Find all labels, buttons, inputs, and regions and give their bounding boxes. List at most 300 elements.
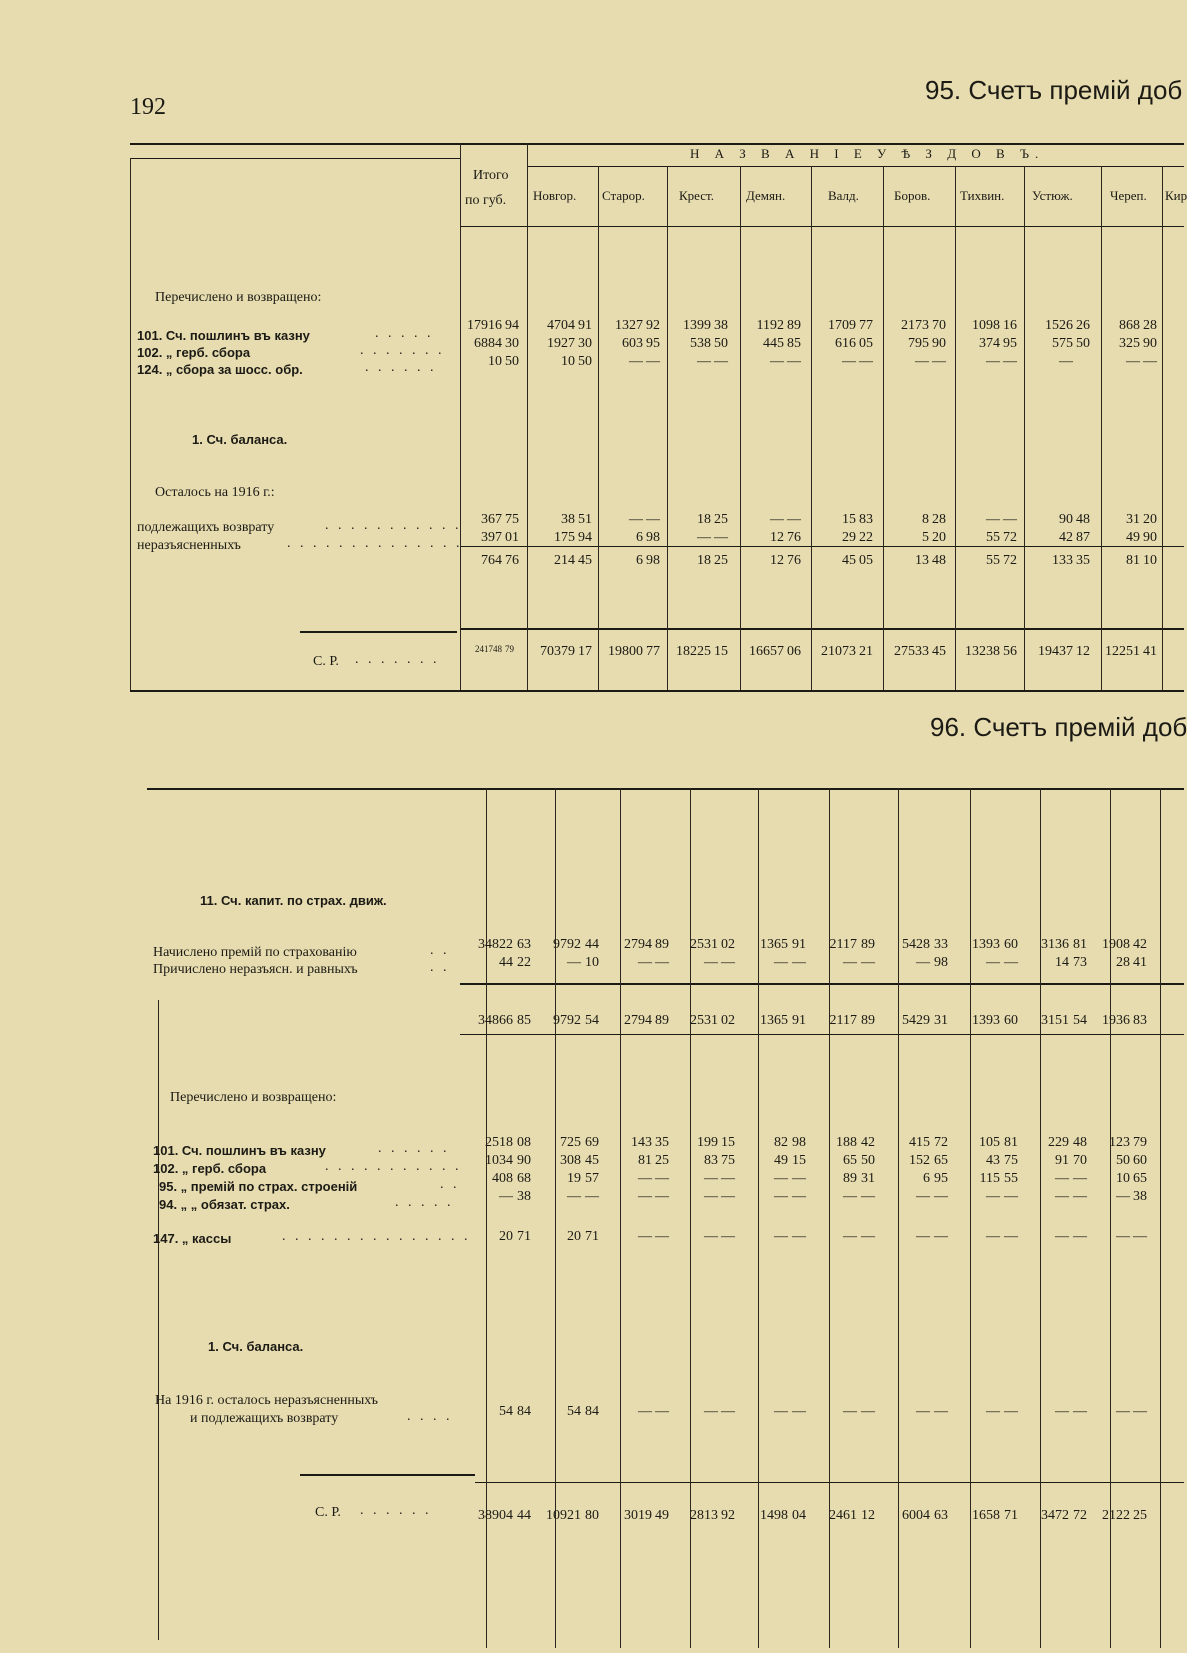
value-rubles: 9792	[553, 937, 581, 952]
value-kopecks: 15	[792, 1153, 806, 1168]
value-rubles: 1498	[760, 1508, 788, 1523]
top-table-rule	[300, 631, 457, 633]
bottom-row-na1916	[0, 1404, 1184, 1421]
top-row-r101	[0, 318, 1184, 335]
top-table-rule	[1162, 166, 1163, 690]
value-kopecks: 68	[517, 1171, 531, 1186]
value-kopecks: —	[792, 1171, 806, 1186]
value-kopecks: —	[721, 1404, 735, 1419]
value-kopecks: —	[934, 1229, 948, 1244]
value-rubles: 9792	[553, 1013, 581, 1028]
value-kopecks: 79	[1133, 1135, 1147, 1150]
value-rubles: 123	[1109, 1135, 1130, 1150]
value-rubles: —	[986, 1404, 1000, 1419]
value-kopecks: 71	[517, 1229, 531, 1244]
value-kopecks: 90	[517, 1153, 531, 1168]
bottom-row-r95	[0, 1171, 1184, 1188]
value-rubles: 83	[704, 1153, 718, 1168]
label-r102: 102. „ герб. сбора	[137, 345, 251, 360]
value-kopecks: 72	[1073, 1508, 1087, 1523]
value-kopecks: 50	[1076, 336, 1090, 351]
value-rubles: —	[916, 1189, 930, 1204]
value-kopecks: —	[721, 1171, 735, 1186]
value-kopecks: 38	[517, 1189, 531, 1204]
top-table-rule	[883, 166, 884, 690]
value-rubles: 54	[567, 1404, 581, 1419]
value-kopecks: 31	[934, 1013, 948, 1028]
value-rubles: —	[774, 1189, 788, 1204]
value-rubles: —	[843, 1189, 857, 1204]
value-kopecks: 95	[934, 1171, 948, 1186]
value-rubles: 55	[986, 553, 1000, 568]
value-rubles: —	[916, 1404, 930, 1419]
value-rubles: 18	[697, 512, 711, 527]
top-row-podl	[0, 512, 1184, 529]
bottom-table-rule	[147, 788, 1184, 790]
value-kopecks: 95	[646, 336, 660, 351]
value-rubles: 6	[636, 530, 643, 545]
value-rubles: 367	[481, 512, 502, 527]
value-kopecks: 50	[861, 1153, 875, 1168]
value-kopecks: 75	[721, 1153, 735, 1168]
value-kopecks: 84	[517, 1404, 531, 1419]
value-rubles: 45	[842, 553, 856, 568]
value-kopecks: 30	[578, 336, 592, 351]
value-kopecks: 48	[1076, 512, 1090, 527]
value-kopecks: 79	[505, 644, 514, 654]
leader-dots: . . . .	[407, 1409, 453, 1424]
label-perech-2: Перечислено и возвращено:	[170, 1090, 337, 1105]
value-rubles: —	[774, 1171, 788, 1186]
value-rubles: —	[770, 354, 784, 369]
label-na1916-b: и подлежащихъ возврату	[190, 1411, 339, 1426]
value-rubles: 241748	[475, 644, 502, 654]
value-kopecks: —	[655, 1229, 669, 1244]
value-rubles: 2461	[829, 1508, 857, 1523]
bottom-row-r147	[0, 1229, 1184, 1246]
value-kopecks: —	[1003, 354, 1017, 369]
value-rubles: 4704	[547, 318, 575, 333]
value-rubles: —	[704, 1171, 718, 1186]
value-rubles: 868	[1119, 318, 1140, 333]
value-rubles: —	[1055, 1189, 1069, 1204]
top-table-rule	[527, 143, 528, 690]
leader-dots: . . . . .	[375, 326, 434, 341]
value-kopecks: 92	[721, 1508, 735, 1523]
value-rubles: 1393	[972, 937, 1000, 952]
top-table-rule	[667, 166, 668, 690]
value-kopecks: 92	[646, 318, 660, 333]
value-rubles: 415	[909, 1135, 930, 1150]
value-kopecks: 89	[655, 937, 669, 952]
value-rubles: 3151	[1041, 1013, 1069, 1028]
value-kopecks: 51	[578, 512, 592, 527]
value-kopecks: 85	[517, 1013, 531, 1028]
value-rubles: —	[986, 955, 1000, 970]
value-rubles: —	[638, 1229, 652, 1244]
value-rubles: —	[986, 354, 1000, 369]
value-rubles: 42	[1059, 530, 1073, 545]
value-rubles: 1658	[972, 1508, 1000, 1523]
bottom-table-rule	[158, 1000, 159, 1640]
value-kopecks: 91	[792, 1013, 806, 1028]
value-rubles: 50	[1116, 1153, 1130, 1168]
value-rubles: 13	[915, 553, 929, 568]
value-kopecks: —	[646, 354, 660, 369]
value-rubles: 764	[481, 553, 502, 568]
label-prich: Причислено неразъясн. и равныхъ	[153, 962, 358, 977]
bottom-table-rule	[300, 1474, 475, 1476]
value-rubles: —	[697, 354, 711, 369]
top-table-rule	[527, 166, 1184, 167]
value-kopecks: 98	[792, 1135, 806, 1150]
value-rubles: 5429	[902, 1013, 930, 1028]
value-kopecks: 22	[859, 530, 873, 545]
value-rubles: 6884	[474, 336, 502, 351]
value-kopecks: 42	[1133, 937, 1147, 952]
value-kopecks: —	[1133, 1404, 1147, 1419]
top-table-rule	[130, 158, 460, 159]
leader-dots: . . . . . . . . . . .	[325, 1159, 462, 1174]
value-rubles: 2122	[1102, 1508, 1130, 1523]
value-kopecks: 35	[1076, 553, 1090, 568]
value-kopecks: 45	[932, 644, 946, 659]
label-nach: Начислено премій по страхованію	[153, 945, 357, 960]
value-rubles: —	[1059, 354, 1073, 369]
value-rubles: 143	[631, 1135, 652, 1150]
value-rubles: 34866	[478, 1013, 513, 1028]
top-table-rule	[1024, 166, 1025, 690]
bottom-table-rule	[460, 1034, 1184, 1035]
value-rubles: 2794	[624, 937, 652, 952]
value-rubles: 445	[763, 336, 784, 351]
value-rubles: 55	[986, 530, 1000, 545]
value-rubles: 229	[1048, 1135, 1069, 1150]
value-kopecks: 25	[655, 1153, 669, 1168]
top-row-sum	[0, 553, 1184, 570]
value-rubles: —	[986, 1229, 1000, 1244]
value-kopecks: 56	[1003, 644, 1017, 659]
value-rubles: —	[1055, 1171, 1069, 1186]
header-itogo-1: Итого	[473, 168, 509, 183]
value-kopecks: 90	[932, 336, 946, 351]
value-rubles: 12	[770, 530, 784, 545]
label-b-r147: 147. „ кассы	[153, 1231, 232, 1246]
value-kopecks: —	[861, 955, 875, 970]
bottom-table-title: 96. Счетъ премій доб	[930, 712, 1187, 742]
leader-dots: . .	[430, 960, 450, 975]
value-rubles: 133	[1052, 553, 1073, 568]
leader-dots: . . . . . .	[378, 1141, 450, 1156]
value-kopecks: 25	[714, 512, 728, 527]
value-rubles: 10921	[546, 1508, 581, 1523]
value-kopecks: 91	[578, 318, 592, 333]
value-kopecks: 06	[787, 644, 801, 659]
page-number: 192	[130, 94, 166, 120]
value-kopecks: 94	[578, 530, 592, 545]
value-rubles: 1709	[828, 318, 856, 333]
value-kopecks: 10	[585, 955, 599, 970]
value-rubles: —	[697, 530, 711, 545]
value-kopecks: —	[721, 1229, 735, 1244]
value-kopecks: 72	[1003, 530, 1017, 545]
top-row-r124	[0, 354, 1184, 371]
value-rubles: 152	[909, 1153, 930, 1168]
value-rubles: 603	[622, 336, 643, 351]
value-rubles: 70379	[540, 644, 575, 659]
value-rubles: 13238	[965, 644, 1000, 659]
value-rubles: —	[842, 354, 856, 369]
value-kopecks: 70	[1073, 1153, 1087, 1168]
value-kopecks: 12	[1076, 644, 1090, 659]
value-rubles: 1034	[485, 1153, 513, 1168]
col-header-kir: Кир	[1165, 188, 1187, 203]
value-kopecks: 41	[1133, 955, 1147, 970]
value-kopecks: —	[932, 354, 946, 369]
leader-dots: . . . . . .	[360, 1503, 432, 1518]
value-rubles: —	[1126, 354, 1140, 369]
value-rubles: 10	[561, 354, 575, 369]
label-r101: 101. Сч. пошлинъ въ казну	[137, 328, 310, 343]
top-table-rule	[811, 166, 812, 690]
value-kopecks: 70	[932, 318, 946, 333]
value-rubles: 17916	[467, 318, 502, 333]
value-kopecks: 65	[934, 1153, 948, 1168]
value-rubles: —	[638, 955, 652, 970]
value-kopecks: 54	[585, 1013, 599, 1028]
value-kopecks: 26	[1076, 318, 1090, 333]
value-kopecks: 81	[1004, 1135, 1018, 1150]
value-rubles: 1927	[547, 336, 575, 351]
value-kopecks: 38	[714, 318, 728, 333]
label-b-r101: 101. Сч. пошлинъ въ казну	[153, 1143, 326, 1158]
value-rubles: 5	[922, 530, 929, 545]
value-rubles: —	[774, 1229, 788, 1244]
value-rubles: 575	[1052, 336, 1073, 351]
value-kopecks: 44	[585, 937, 599, 952]
top-table-rule	[740, 166, 741, 690]
value-rubles: 2813	[690, 1508, 718, 1523]
label-balans: 1. Сч. баланса.	[192, 432, 288, 447]
header-nazvanie: Н А З В А Н І Е У Ѣ З Д О В Ъ.	[690, 146, 1045, 161]
value-rubles: —	[1116, 1229, 1130, 1244]
value-kopecks: 38	[1133, 1189, 1147, 1204]
bottom-row-r101	[0, 1135, 1184, 1152]
value-rubles: —	[916, 1229, 930, 1244]
value-kopecks: 60	[1133, 1153, 1147, 1168]
leader-dots: . .	[430, 943, 450, 958]
value-rubles: 34822	[478, 937, 513, 952]
value-rubles: —	[638, 1189, 652, 1204]
value-rubles: 308	[560, 1153, 581, 1168]
value-kopecks: —	[655, 1404, 669, 1419]
value-rubles: 397	[481, 530, 502, 545]
value-rubles: 795	[908, 336, 929, 351]
value-kopecks: 89	[861, 937, 875, 952]
value-kopecks: 35	[655, 1135, 669, 1150]
value-kopecks: —	[714, 354, 728, 369]
value-rubles: 5428	[902, 937, 930, 952]
value-kopecks: 10	[1143, 553, 1157, 568]
leader-dots: . . . . . . . . . . . . . . .	[282, 1229, 471, 1244]
value-kopecks: —	[934, 1189, 948, 1204]
value-rubles: 2518	[485, 1135, 513, 1150]
value-kopecks: 25	[714, 553, 728, 568]
top-table-rule	[955, 166, 956, 690]
top-table-rule	[130, 690, 1184, 692]
value-rubles: 2531	[690, 1013, 718, 1028]
value-rubles: 43	[986, 1153, 1000, 1168]
leader-dots: . . . . . . .	[360, 343, 445, 358]
label-kapit: 11. Сч. капит. по страх. движ.	[200, 893, 387, 908]
value-rubles: —	[843, 1404, 857, 1419]
value-kopecks: —	[1133, 1229, 1147, 1244]
label-b-r95: 95. „ премій по страх. строеній	[159, 1179, 358, 1194]
value-kopecks: 20	[1143, 512, 1157, 527]
value-kopecks: —	[861, 1229, 875, 1244]
top-row-nerazh	[0, 530, 1184, 547]
value-kopecks: 75	[1004, 1153, 1018, 1168]
col-header-tikhvin: Тихвин.	[960, 188, 1005, 203]
value-kopecks: —	[1004, 955, 1018, 970]
value-kopecks: 89	[861, 1013, 875, 1028]
value-kopecks: 48	[1073, 1135, 1087, 1150]
value-rubles: 29	[842, 530, 856, 545]
label-ostalos: Осталось на 1916 г.:	[155, 485, 275, 500]
value-rubles: 374	[979, 336, 1000, 351]
value-rubles: 725	[560, 1135, 581, 1150]
value-rubles: 12251	[1105, 644, 1140, 659]
header-itogo-2: по губ.	[465, 193, 507, 208]
value-kopecks: —	[1003, 512, 1017, 527]
value-rubles: 15	[842, 512, 856, 527]
value-kopecks: —	[861, 1189, 875, 1204]
value-kopecks: 55	[1004, 1171, 1018, 1186]
value-kopecks: 41	[1143, 644, 1157, 659]
value-rubles: 2173	[901, 318, 929, 333]
label-na1916-a: На 1916 г. осталось неразъясненныхъ	[155, 1393, 379, 1408]
value-kopecks: 89	[787, 318, 801, 333]
value-kopecks: 31	[861, 1171, 875, 1186]
value-kopecks: —	[1073, 1229, 1087, 1244]
value-rubles: —	[629, 354, 643, 369]
value-kopecks: —	[792, 1404, 806, 1419]
label-b-balans: 1. Сч. баланса.	[208, 1339, 304, 1354]
value-rubles: 3019	[624, 1508, 652, 1523]
value-rubles: 175	[554, 530, 575, 545]
value-kopecks: —	[861, 1404, 875, 1419]
value-kopecks: 71	[585, 1229, 599, 1244]
value-rubles: 65	[843, 1153, 857, 1168]
value-kopecks: 65	[1133, 1171, 1147, 1186]
value-kopecks: 45	[578, 553, 592, 568]
value-kopecks: 71	[1004, 1508, 1018, 1523]
value-kopecks: 72	[934, 1135, 948, 1150]
value-rubles: 82	[774, 1135, 788, 1150]
value-rubles: 1192	[756, 318, 784, 333]
value-rubles: 49	[1126, 530, 1140, 545]
value-rubles: —	[638, 1171, 652, 1186]
value-kopecks: 77	[646, 644, 660, 659]
top-table-rule	[460, 226, 1184, 227]
value-kopecks: —	[792, 1229, 806, 1244]
value-kopecks: 91	[792, 937, 806, 952]
value-kopecks: —	[787, 354, 801, 369]
value-kopecks: —	[714, 530, 728, 545]
value-rubles: 12	[770, 553, 784, 568]
value-rubles: 2794	[624, 1013, 652, 1028]
label-nerazh: неразъясненныхъ	[137, 538, 241, 553]
value-kopecks: —	[792, 1189, 806, 1204]
value-kopecks: 33	[934, 937, 948, 952]
value-kopecks: 89	[655, 1013, 669, 1028]
value-rubles: 16657	[749, 644, 784, 659]
value-kopecks: —	[1004, 1189, 1018, 1204]
value-rubles: 81	[1126, 553, 1140, 568]
col-header-krest: Крест.	[679, 188, 714, 203]
value-kopecks: —	[1004, 1229, 1018, 1244]
leader-dots: . . . . . . .	[355, 652, 440, 667]
value-rubles: —	[1055, 1229, 1069, 1244]
value-kopecks: 21	[859, 644, 873, 659]
col-header-borov: Боров.	[894, 188, 931, 203]
value-kopecks: 25	[1133, 1508, 1147, 1523]
value-kopecks: 49	[655, 1508, 669, 1523]
value-kopecks: —	[655, 1171, 669, 1186]
value-rubles: 1098	[972, 318, 1000, 333]
value-kopecks: —	[1073, 1189, 1087, 1204]
value-rubles: 44	[499, 955, 513, 970]
value-rubles: —	[986, 512, 1000, 527]
value-kopecks: 80	[585, 1508, 599, 1523]
value-rubles: 19800	[608, 644, 643, 659]
value-rubles: 38904	[478, 1508, 513, 1523]
value-kopecks: 42	[861, 1135, 875, 1150]
value-kopecks: 98	[646, 530, 660, 545]
value-rubles: —	[638, 1404, 652, 1419]
value-rubles: —	[915, 354, 929, 369]
value-kopecks: 02	[721, 937, 735, 952]
value-rubles: —	[704, 1229, 718, 1244]
value-rubles: 89	[843, 1171, 857, 1186]
value-kopecks: 15	[721, 1135, 735, 1150]
label-b-r102: 102. „ герб. сбора	[153, 1161, 267, 1176]
bottom-row-r102	[0, 1153, 1184, 1170]
top-table-title: 95. Счетъ премій доб	[925, 75, 1183, 105]
value-rubles: 1365	[760, 1013, 788, 1028]
value-rubles: —	[774, 955, 788, 970]
value-rubles: 20	[499, 1229, 513, 1244]
leader-dots: . . . . . .	[365, 360, 437, 375]
value-kopecks: —	[646, 512, 660, 527]
value-rubles: 21073	[821, 644, 856, 659]
label-podl: подлежащихъ возврату	[137, 520, 275, 535]
value-kopecks: 73	[1073, 955, 1087, 970]
value-rubles: —	[499, 1189, 513, 1204]
value-rubles: 14	[1055, 955, 1069, 970]
value-rubles: 408	[492, 1171, 513, 1186]
value-rubles: 6004	[902, 1508, 930, 1523]
value-rubles: 6	[636, 553, 643, 568]
value-kopecks: 90	[1143, 336, 1157, 351]
value-rubles: 10	[1116, 1171, 1130, 1186]
value-kopecks: 50	[505, 354, 519, 369]
bottom-row-prich	[0, 955, 1184, 972]
value-rubles: 1526	[1045, 318, 1073, 333]
col-header-demyan: Демян.	[746, 188, 786, 203]
value-kopecks: 57	[585, 1171, 599, 1186]
bottom-table-rule	[460, 983, 1184, 985]
